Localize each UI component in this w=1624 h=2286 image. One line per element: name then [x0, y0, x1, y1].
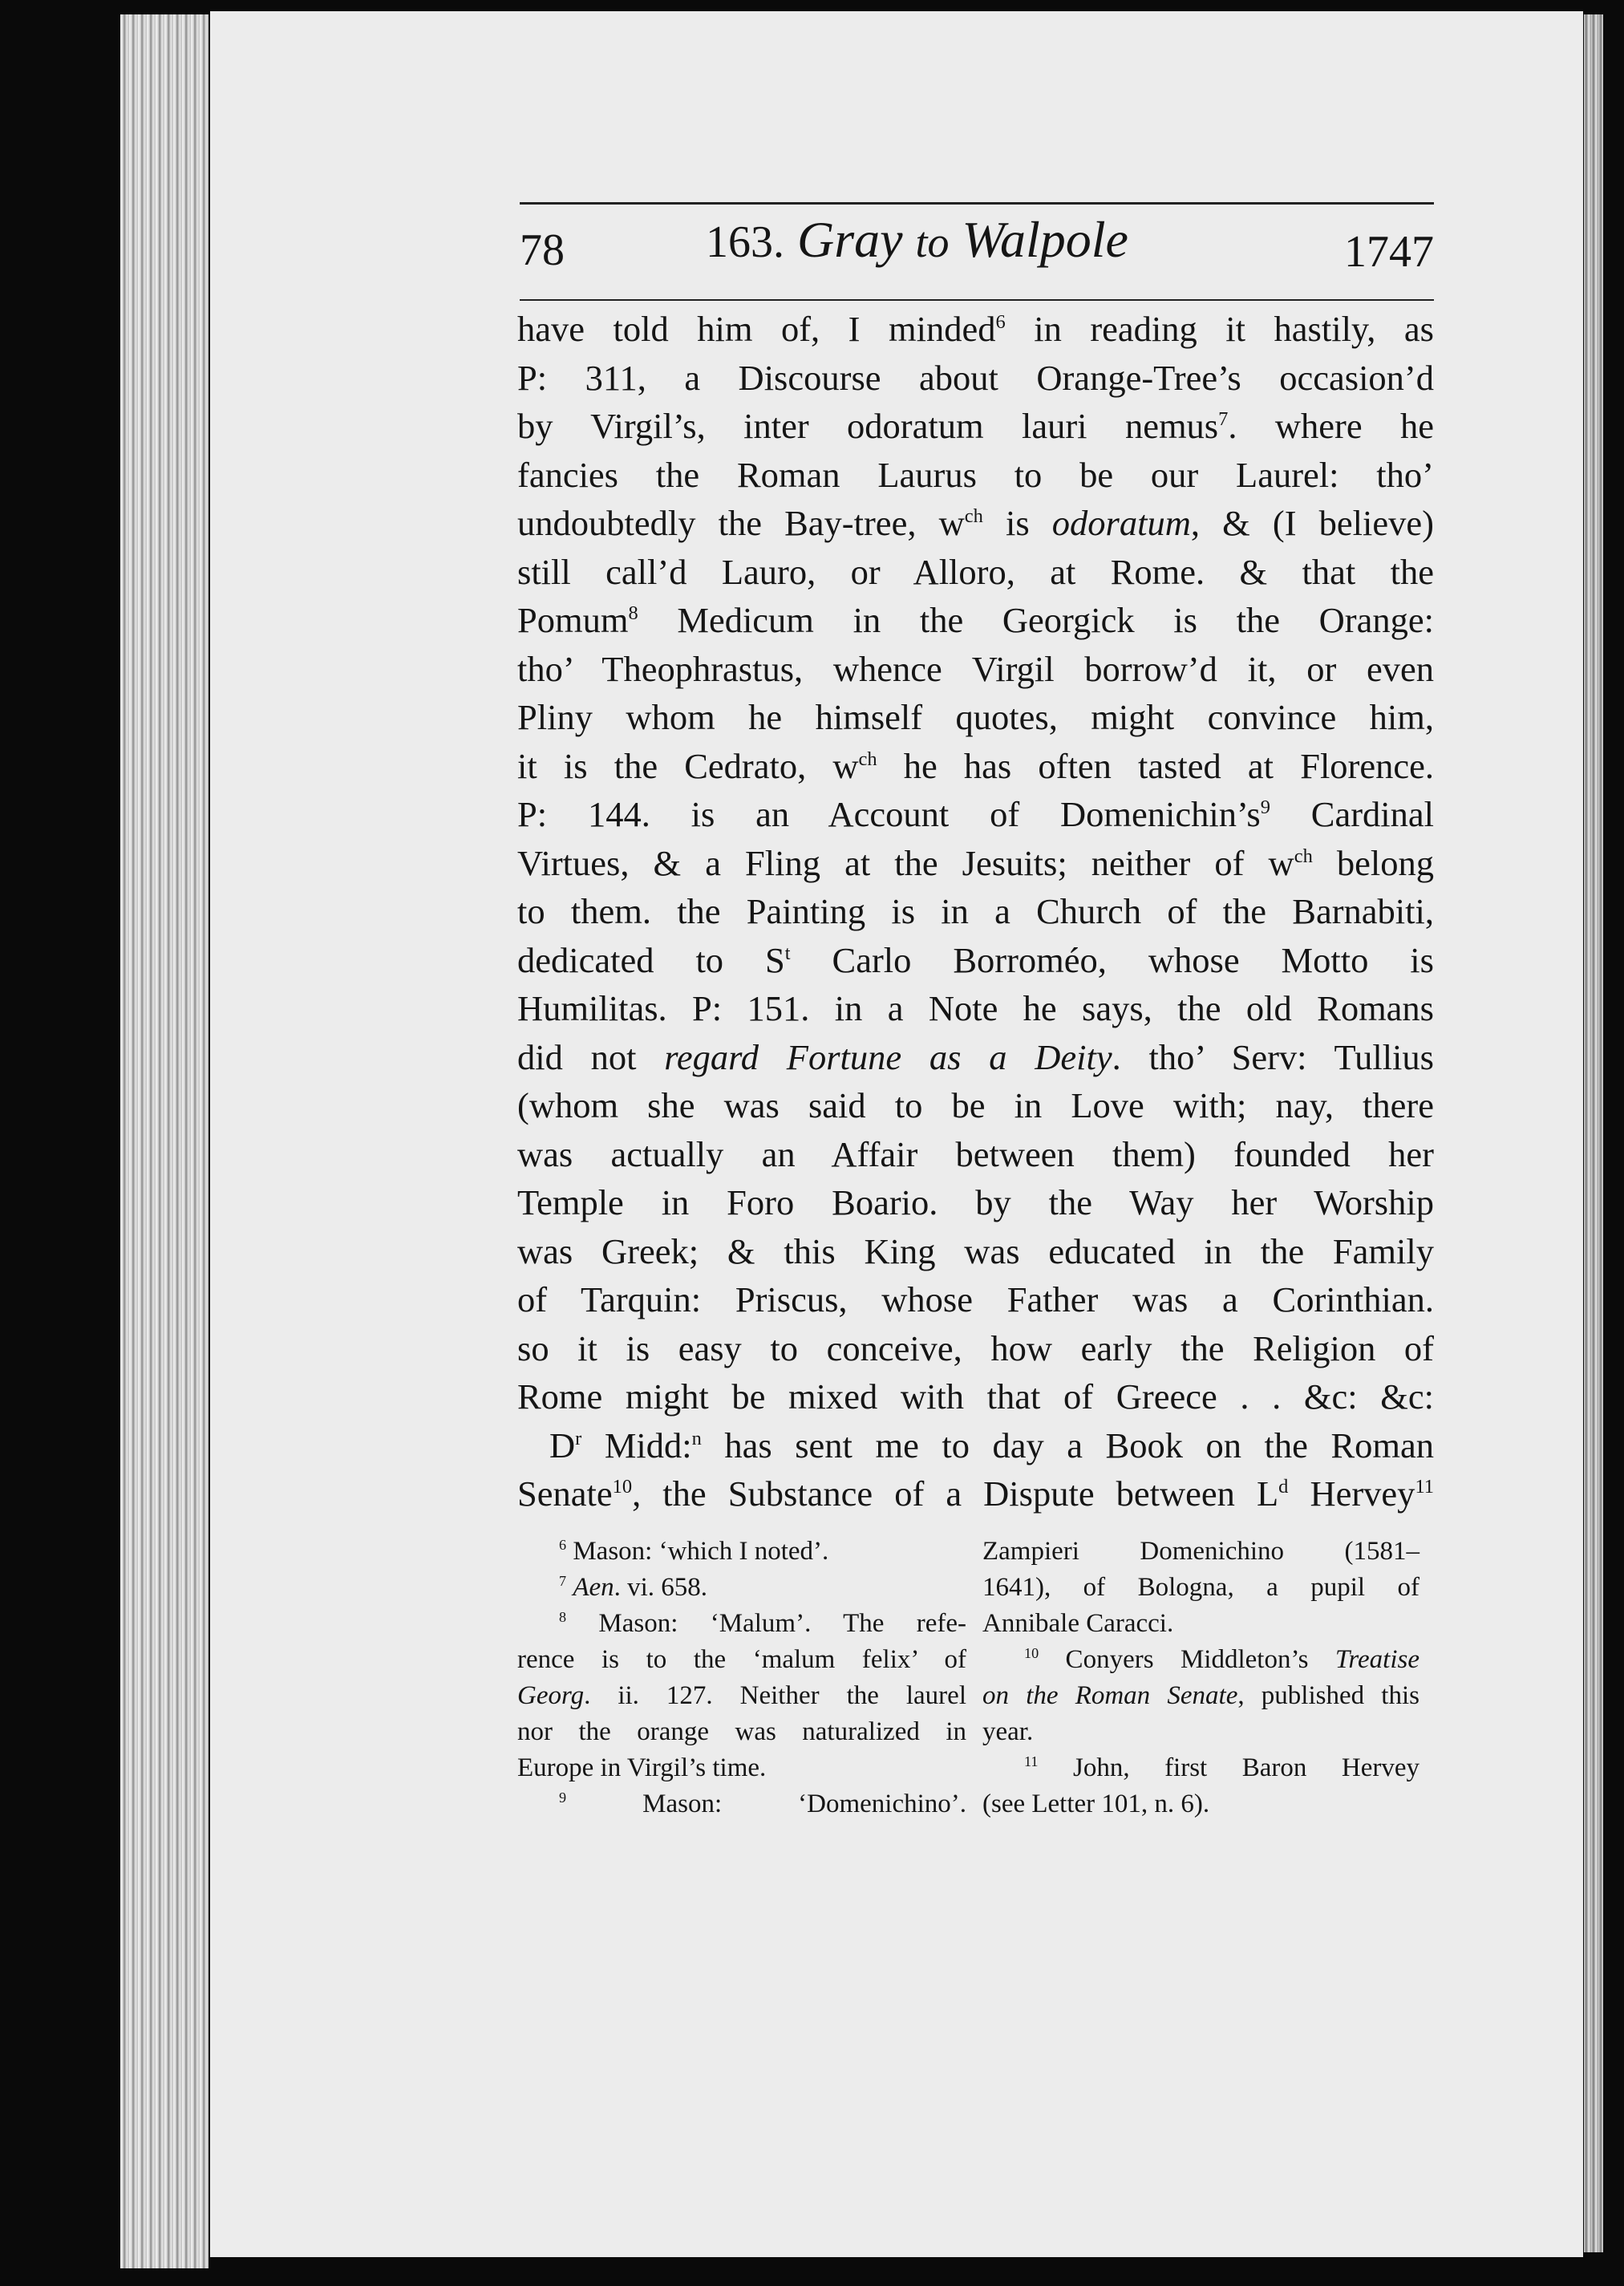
body-line: P: 311, a Discourse about Orange-Tree’s occasion’d	[517, 357, 1434, 398]
letter-title	[706, 210, 1128, 270]
page-stack-right-edge	[1584, 14, 1603, 2252]
body-line: tho’ Theophrastus, whence Virgil borrow’d it, or even	[517, 648, 1434, 689]
body-line: Pomum$^8$ Medicum in the Georgick is the Orange:	[517, 600, 1434, 640]
body-line: Temple in Foro Boario. by the Way her Worship	[517, 1182, 1434, 1222]
body-line: was Greek; & this King was educated in the Family	[517, 1230, 1434, 1271]
footnotes-left-column	[517, 1534, 966, 1822]
header-rule-bottom	[520, 299, 1434, 301]
body-line: was actually an Affair between them) founded her	[517, 1133, 1434, 1174]
body-line: it is the Cedrato, $w^{ch}$ he has often tasted at Florence.	[517, 745, 1435, 786]
body-line: have told him of, I minded$^6$ in reading it hastily, as	[517, 309, 1434, 349]
page-number: 78	[520, 225, 565, 275]
body-line: (whom she was said to be in Love with; nay, there	[517, 1085, 1434, 1125]
body-line: so it is easy to conceive, how early the Religion of	[517, 1327, 1434, 1368]
body-line: Humilitas. P: 151. in a Note he says, the old Romans	[517, 988, 1434, 1028]
footnotes-right-column	[982, 1534, 1419, 1822]
body-line: undoubtedly the Bay-tree, $w^{ch}$ is odoratum, & (I believe)	[517, 503, 1434, 543]
title-to: to	[915, 218, 950, 266]
title-author: Gray	[797, 211, 903, 268]
body-line: Pliny whom he himself quotes, might convince him,	[517, 697, 1434, 737]
body-line: fancies the Roman Laurus to be our Laurel: tho’	[517, 454, 1434, 495]
title-recipient: Walpole	[962, 211, 1128, 268]
letter-number: 163.	[706, 217, 784, 267]
body-line: Virtues, & a Fling at the Jesuits; neither of $w^{ch}$ belong	[517, 842, 1434, 883]
footnote: $^6$ Mason: ‘which I noted’. $^7$ Aen. vi. 658. $^8$ Mason: ‘Malum’. The refe- rence is to the ‘malum felix’ of Georg. ii. 127. Neither the laurel nor the orange was naturalized in Europe in Virgil’s time. $^9$ Mason: ‘Domenichino’.	[517, 1537, 966, 1818]
body-line: Senate$^{10}$, the Substance of a Dispute between $L^d$ Hervey$^{11}$	[517, 1473, 1434, 1514]
body-line: still call’d Lauro, or Alloro, at Rome. & that the	[517, 551, 1434, 592]
body-line: of Tarquin: Priscus, whose Father was a Corinthian.	[517, 1279, 1434, 1319]
running-header	[520, 210, 1434, 298]
body-line: Rome might be mixed with that of Greece . . &c: &c:	[517, 1376, 1434, 1417]
body-line: by Virgil’s, inter odoratum lauri nemus$^7$. where he	[517, 406, 1434, 446]
body-line: P: 144. is an Account of $Domenichin’s^9$ Cardinal	[517, 794, 1434, 834]
footnote: Zampieri Domenichino (1581– 1641), of Bologna, a pupil of Annibale Caracci. $^{10}$ Conyers Middleton’s Treatise on the Roman Senate, published this year. $^{11}$ John, first Baron Hervey (see Letter 101, n. 6).	[982, 1537, 1419, 1818]
header-rule-top	[520, 202, 1434, 205]
body-line: to them. the Painting is in a Church of the Barnabiti,	[517, 891, 1434, 931]
body-line: $D^r$ Midd:$^n$ has sent me to day a Book on the Roman	[549, 1425, 1434, 1465]
body-line: did not regard Fortune as a Deity. tho’ Serv: Tullius	[517, 1036, 1434, 1077]
letter-year: 1747	[1344, 227, 1434, 277]
body-line: dedicated to $S^t$ Carlo Borroméo, whose Motto is	[517, 939, 1434, 980]
page-stack-left-edge	[120, 14, 209, 2268]
letter-body	[517, 305, 1434, 1518]
